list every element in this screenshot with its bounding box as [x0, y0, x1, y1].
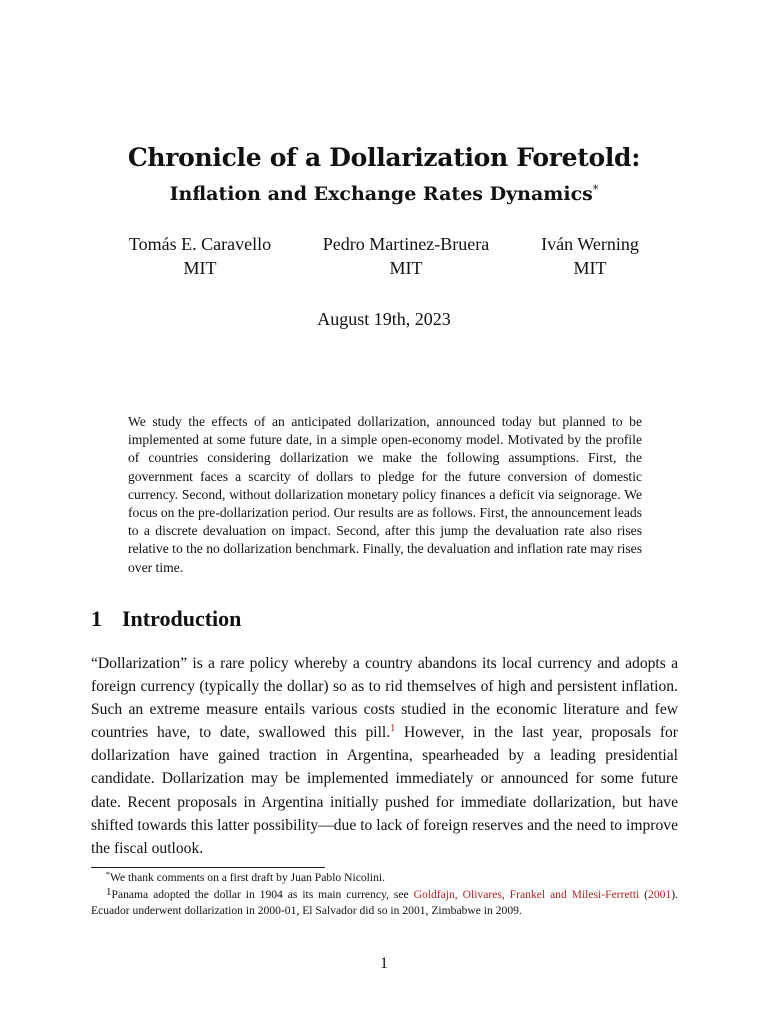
citation-link[interactable]: Goldfajn, Olivares, Frankel and Milesi-Ferretti — [413, 887, 640, 901]
page-number: 1 — [380, 955, 388, 972]
footnote-mark: * — [106, 870, 110, 879]
author-block — [122, 232, 278, 280]
section-title: Introduction — [122, 606, 242, 631]
subtitle-text: Inflation and Exchange Rates Dynamics — [169, 183, 593, 205]
author-name: Pedro Martinez-Bruera — [322, 234, 490, 254]
author-block — [534, 232, 646, 280]
paper-date: August 19th, 2023 — [317, 309, 451, 329]
paper-subtitle — [0, 183, 768, 205]
citation-year-link[interactable]: 2001 — [648, 887, 672, 901]
author-affiliation: MIT — [389, 258, 423, 278]
paragraph-text: “Dollarization” is a rare policy whereby a country abandons its local currency and adopts a foreign currency (typically the dollar) so as to rid themselves of high and persistent inflation. Such an extreme measure entails various costs studied in the economic literature and few countries have, to date, swallowed this pill. — [91, 655, 678, 742]
footnote-divider — [91, 867, 325, 868]
subtitle-footnote-mark[interactable]: * — [592, 183, 599, 196]
abstract: We study the effects of an anticipated dollarization, announced today but planned to be implemented at some future date, in a simple open-economy model. Motivated by the profile of countries considering dollarization we make the following assumptions. First, the government faces a scarcity of dollars to pledge for the future conversion of domestic currency. Second, without dollarization monetary policy finances a deficit via seignorage. We focus on the pre-dollarization period. Our results are as follows. First, the announcement leads to a discrete devaluation on impact. Second, after this jump the devaluation rate also rises relative to the no dollarization benchmark. Finally, the devaluation and inflation rate may rises over time. — [128, 414, 642, 575]
footnote-text: We thank comments on a first draft by Juan Pablo Nicolini. — [110, 871, 386, 884]
author-name: Tomás E. Caravello — [128, 234, 272, 254]
footnotes — [91, 870, 678, 920]
author-affiliation: MIT — [573, 258, 607, 278]
section-number: 1 — [91, 606, 102, 631]
footnote-text: Panama adopted the dollar in 1904 as its main currency, see — [111, 887, 414, 901]
footnote-item — [91, 887, 678, 920]
footnote-text: ( — [639, 887, 649, 901]
section-heading — [91, 606, 241, 632]
intro-paragraph — [91, 652, 678, 860]
author-name: Iván Werning — [541, 234, 639, 254]
author-block — [313, 232, 499, 280]
footnote-ref-link[interactable]: 1 — [390, 723, 396, 735]
author-list — [0, 232, 768, 282]
paper-title: Chronicle of a Dollarization Foretold: — [127, 143, 641, 172]
author-affiliation: MIT — [183, 258, 217, 278]
footnote-mark: 1 — [106, 885, 112, 898]
footnote-item — [91, 870, 678, 887]
footnote-text: ). Ecuador underwent dollarization in 2000-01, El Salvador did so in 2001, Zimbabwe in 2009. — [91, 887, 678, 917]
paragraph-text: However, in the last year, proposals for dollarization have gained traction in Argentina, spearheaded by a leading presidential candidate. Dollarization may be implemented immediately or announced for some future date. Recent proposals in Argentina initially pushed for immediate dollarization, but have shifted towards this latter possibility—due to lack of foreign reserves and the need to improve the fiscal outlook. — [91, 724, 678, 857]
